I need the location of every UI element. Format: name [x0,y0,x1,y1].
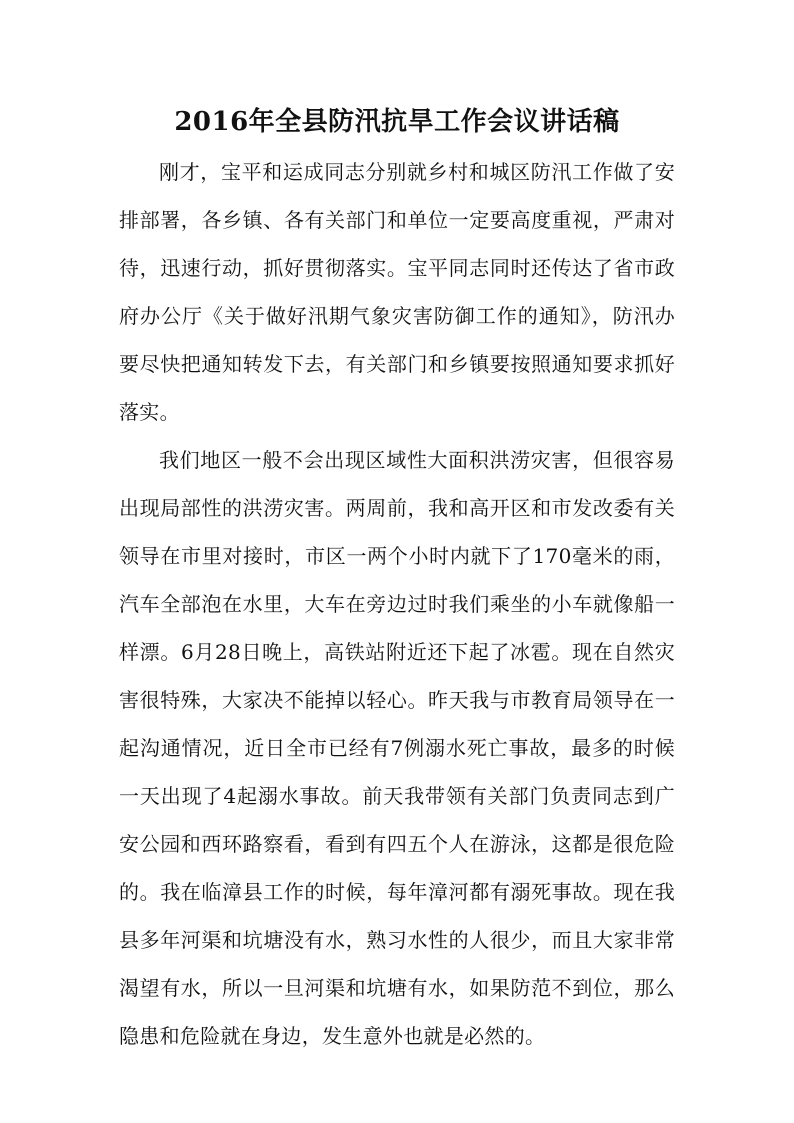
paragraph-2: 我们地区一般不会出现区域性大面积洪涝灾害，但很容易出现局部性的洪涝灾害。两周前，我和高开区和市发改委有关领导在市里对接时，市区一两个小时内就下了170毫米的雨，汽车全部泡在水里，大车在旁边过时我们乘坐的小车就像船一样漂。6月28日晚上，高铁站附近还下起了冰雹。现在自然灾害很特殊，大家决不能掉以轻心。昨天我与市教育局领导在一起沟通情况，近日全市已经有7例溺水死亡事故，最多的时候一天出现了4起溺水事故。前天我带领有关部门负责同志到广安公园和西环路察看，看到有四五个人在游泳，这都是很危险的。我在临漳县工作的时候，每年漳河都有溺死事故。现在我县多年河渠和坑塘没有水，熟习水性的人很少，而且大家非常渴望有水，所以一旦河渠和坑塘有水，如果防范不到位，那么隐患和危险就在身边，发生意外也就是必然的。 [119,448,675,1048]
paragraph-1: 刚才，宝平和运成同志分别就乡村和城区防汛工作做了安排部署，各乡镇、各有关部门和单位一定要高度重视，严肃对待，迅速行动，抓好贯彻落实。宝平同志同时还传达了省市政府办公厅《关于做好汛期气象灾害防御工作的通知》，防汛办要尽快把通知转发下去，有关部门和乡镇要按照通知要求抓好落实。 [119,160,675,424]
document-body [119,148,675,1060]
document-title: 2016年全县防汛抗旱工作会议讲话稿 [174,107,620,137]
